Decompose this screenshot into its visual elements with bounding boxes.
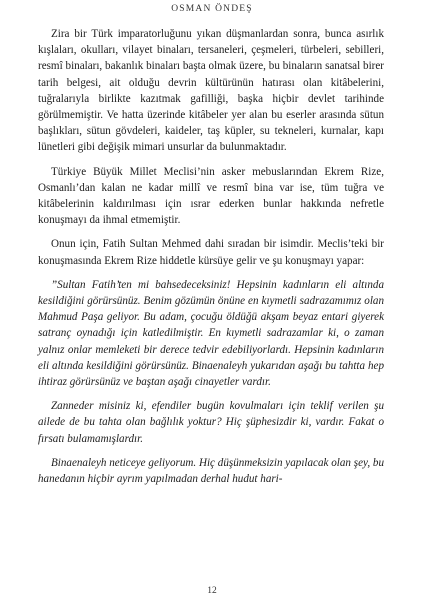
body-paragraph: Onun için, Fatih Sultan Mehmed dahi sıradan bir isimdir. Meclis’teki bir konuşmasında Ekrem Rize hiddetle kürsüye gelir ve şu konuşmayı yapar: <box>38 238 384 267</box>
quote-paragraph: Binaenaleyh neticeye geliyorum. Hiç düşünmeksizin yapılacak olan şey, bu hanedanın hiçbir ayrım yapılmadan derhal hudut hari- <box>38 456 384 486</box>
page-body <box>38 26 384 487</box>
page-number: 12 <box>207 586 217 596</box>
quote-paragraph: ”Sultan Fatih’ten mi bahsedeceksiniz! Hepsinin kadınların eli altında kesildiğini görürsünüz. Benim gözümün önüne en kıymetli sadrazamımız olan Mahmud Paşa geliyor. Bu adam, çocuğu öldüğü akşam beyaz entari giyerek satranç oynadığı için katledilmiştir. En kıymetli sadrazamlar ki, o zaman yalnız onlar memleketi bir derece tedvir edebiliyorlardı. Hepsinin kadınların eli altında kesildiğini görürsünüz. Binaenaleyh yukarıdan aşağı bu tahtta hep ihtiraz görürsünüz ve baştan aşağı cinayetler vardır. <box>38 278 384 389</box>
quote-paragraph: Zanneder misiniz ki, efendiler bugün kovulmaları için teklif verilen şu ailede de bu tahta olan bağlılık yoktur? Hiç şüphesizdir ki, vardır. Fakat o fırsatı bulamamışlardır. <box>38 400 384 445</box>
body-paragraph: Zira bir Türk imparatorluğunu yıkan düşmanlardan sonra, bunca asırlık kışlaları, okulları, vilayet binaları, tersaneleri, çeşmeleri, türbeleri, sebilleri, resmî binaları, bakanlık binaları başta olmak üzere, bu binaların sanatsal birer tarih belgesi, ait olduğu devrin kültürünün hatırası olan kitâbelerini, tuğralarıyla birlikte kazıtmak gafilliği, başka hiçbir devlet tarihinde görülmemiştir. Ve hatta üzerinde kitâbeler yer alan bu eserler arasında sütun başlıkları, sütun gövdeleri, kaideler, taş küpler, su tekneleri, kurnalar, kapı lünetleri gibi değişik mimari unsurlar da bulunmaktadır. <box>38 28 384 154</box>
running-header-author: OSMAN ÖNDEŞ <box>171 4 253 14</box>
body-paragraph: Türkiye Büyük Millet Meclisi’nin asker mebuslarından Ekrem Rize, Osmanlı’dan kalan ne kadar millî ve resmî bina var ise, tüm tuğra ve kitâbelerinin kaldırılması için ısrar ederken bunlar hakkında nefretle konuşmayı da ihmal etmemiştir. <box>38 165 384 227</box>
